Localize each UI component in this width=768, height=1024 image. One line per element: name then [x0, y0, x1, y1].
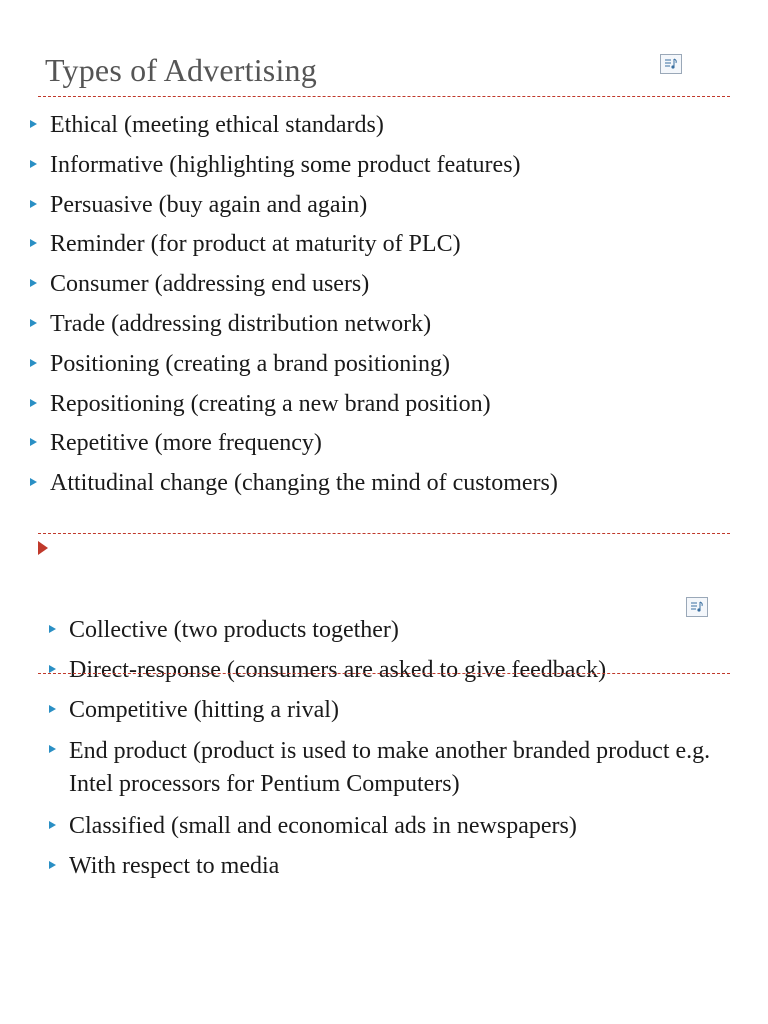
- list-item-text: With respect to media: [69, 853, 280, 879]
- advertising-types-list: [50, 110, 750, 508]
- list-item-text: Positioning (creating a brand positioning): [50, 350, 450, 377]
- audio-icon[interactable]: [686, 597, 708, 617]
- bullet-arrow-icon: [30, 399, 37, 407]
- slide-divider: [38, 533, 730, 534]
- bullet-arrow-icon: [30, 359, 37, 367]
- bullet-arrow-icon: [30, 438, 37, 446]
- title-divider: [38, 673, 730, 674]
- list-item: [69, 811, 729, 841]
- bullet-arrow-icon: [49, 705, 56, 713]
- bullet-arrow-icon: [49, 861, 56, 869]
- list-item-text: Competitive (hitting a rival): [69, 697, 339, 723]
- list-item-text: Consumer (addressing end users): [50, 271, 370, 298]
- bullet-arrow-icon: [30, 319, 37, 327]
- list-item-text: Collective (two products together): [69, 617, 399, 643]
- list-item-text: Classified (small and economical ads in newspapers): [69, 813, 577, 839]
- bullet-arrow-icon: [49, 745, 56, 753]
- list-item-text: Direct-response (consumers are asked to give feedback): [69, 657, 607, 683]
- list-item-text: Trade (addressing distribution network): [50, 310, 432, 337]
- audio-icon[interactable]: [660, 54, 682, 74]
- list-item-text: Persuasive (buy again and again): [50, 191, 368, 218]
- list-item-text: Ethical (meeting ethical standards): [50, 112, 384, 138]
- bullet-arrow-icon: [30, 478, 37, 486]
- list-item: [50, 349, 750, 379]
- bullet-arrow-icon: [30, 200, 37, 208]
- bullet-arrow-icon: [30, 120, 37, 128]
- list-item-text: Repositioning (creating a new brand position): [50, 390, 491, 417]
- list-item: [50, 190, 750, 220]
- bullet-arrow-icon: [49, 821, 56, 829]
- list-item: [69, 695, 729, 725]
- list-item: [50, 110, 750, 140]
- slide-title: Types of Advertising: [45, 52, 317, 88]
- list-item: [50, 309, 750, 339]
- bullet-arrow-icon: [30, 279, 37, 287]
- list-item: [50, 428, 750, 458]
- play-arrow-icon[interactable]: [38, 541, 48, 555]
- list-item-text: Attitudinal change (changing the mind of customers): [50, 470, 558, 497]
- list-item-text: Informative (highlighting some product features): [50, 151, 521, 178]
- list-item: [69, 851, 729, 881]
- bullet-arrow-icon: [30, 239, 37, 247]
- list-item: [50, 229, 750, 259]
- list-item: [50, 269, 750, 299]
- more-advertising-types-list: [69, 615, 729, 891]
- title-divider: [38, 96, 730, 97]
- bullet-arrow-icon: [49, 625, 56, 633]
- list-item: [69, 655, 729, 685]
- list-item: [50, 389, 750, 419]
- list-item: [69, 735, 729, 801]
- list-item: [69, 615, 729, 645]
- bullet-arrow-icon: [30, 160, 37, 168]
- list-item-text: Reminder (for product at maturity of PLC): [50, 231, 461, 258]
- bullet-arrow-icon: [49, 665, 56, 673]
- list-item-text: Repetitive (more frequency): [50, 430, 322, 457]
- list-item: [50, 150, 750, 180]
- list-item-text: End product (product is used to make another branded product e.g. Intel processors for Pentium Computers): [69, 738, 711, 797]
- list-item: [50, 468, 750, 498]
